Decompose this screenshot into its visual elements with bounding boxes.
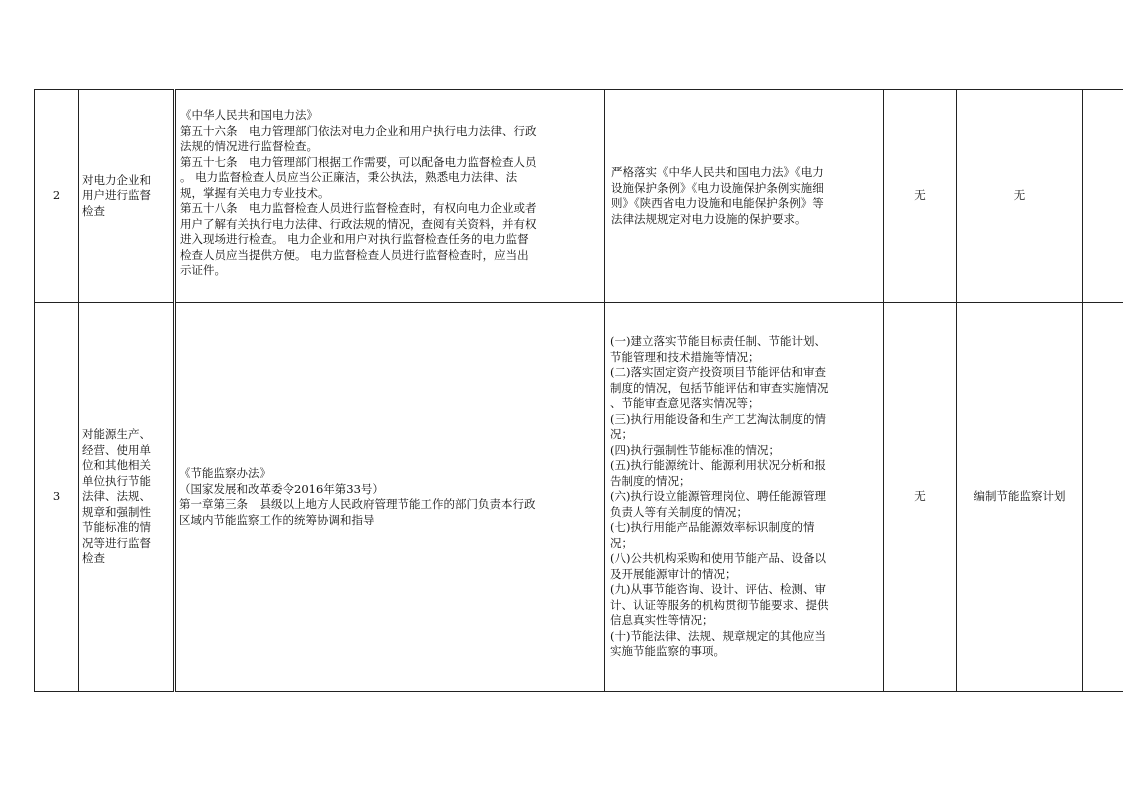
basis-line: 《中华人民共和国电力法》 bbox=[180, 108, 318, 122]
basis-line: 第一章第三条 县级以上地方人民政府管理节能工作的部门负责本行政 bbox=[179, 497, 536, 511]
measure-line: 况； bbox=[610, 427, 633, 442]
basis-line: 第五十六条 电力管理部门依法对电力企业和用户执行电力法律、行政 bbox=[180, 123, 537, 138]
basis-line: 第五十七条 电力管理部门根据工作需要，可以配备电力监督检查人员 bbox=[180, 154, 537, 169]
basis-line: 。 电力监督检查人员应当公正廉洁，秉公执法，熟悉电力法律、法 bbox=[180, 170, 518, 184]
item-line: 检查 bbox=[82, 551, 105, 566]
measure-line: (九)从事节能咨询、设计、评估、检测、审 bbox=[610, 582, 826, 597]
basis-line: 检查人员应当提供方便。 电力监督检查人员进行监督检查时，应当出 bbox=[180, 247, 529, 262]
item-line: 规章和强制性 bbox=[82, 504, 151, 519]
basis-line: 区域内节能监察工作的统筹协调和指导 bbox=[179, 512, 375, 527]
item-line: 用户进行监督 bbox=[82, 188, 151, 203]
legal-basis-cell bbox=[175, 90, 605, 303]
measure-cell bbox=[605, 90, 884, 303]
basis-line: 规，掌握有关电力专业技术。 bbox=[180, 185, 330, 200]
measure-line: (七)执行用能产品能源效率标识制度的情 bbox=[610, 520, 815, 535]
basis-line: （国家发展和改革委令2016年第33号） bbox=[179, 481, 384, 496]
measure-line: 则》《陕西省电力设施和电能保护条例》等 bbox=[611, 196, 824, 210]
column-a-cell: 无 bbox=[884, 303, 957, 692]
row-number: 3 bbox=[35, 303, 79, 692]
measure-line: 、节能审查意见落实情况等； bbox=[610, 396, 760, 411]
legal-basis-cell bbox=[175, 303, 605, 692]
item-line: 法律、法规、 bbox=[82, 489, 151, 504]
table-row bbox=[35, 303, 1123, 692]
measure-line: (五)执行能源统计、能源利用状况分析和报 bbox=[610, 458, 826, 473]
measure-line: 设施保护条例》《电力设施保护条例实施细 bbox=[611, 180, 824, 195]
basis-line: 用户了解有关执行电力法律、行政法规的情况，查阅有关资料，并有权 bbox=[180, 216, 537, 231]
measure-line: (二)落实固定资产投资项目节能评估和审查 bbox=[610, 365, 826, 380]
item-line: 对电力企业和 bbox=[82, 172, 151, 187]
measure-line: 严格落实《中华人民共和国电力法》《电力 bbox=[611, 165, 824, 179]
item-name-cell bbox=[79, 303, 175, 692]
measure-line: 节能管理和技术措施等情况； bbox=[610, 349, 760, 364]
measure-line: 告制度的情况； bbox=[610, 473, 691, 488]
item-line: 对能源生产、 bbox=[82, 427, 151, 442]
column-c-cell bbox=[1083, 90, 1123, 303]
column-b-cell: 编制节能监察计划 bbox=[957, 303, 1083, 692]
item-line: 位和其他相关 bbox=[82, 458, 151, 473]
basis-line: 示证件。 bbox=[180, 263, 226, 277]
basis-line: 第五十八条 电力监督检查人员进行监督检查时，有权向电力企业或者 bbox=[180, 201, 537, 215]
item-line: 单位执行节能 bbox=[82, 473, 151, 488]
measure-line: 制度的情况，包括节能评估和审查实施情况 bbox=[610, 380, 829, 395]
regulation-table bbox=[34, 89, 1123, 692]
basis-line: 进入现场进行检查。 电力企业和用户对执行监督检查任务的电力监督 bbox=[180, 232, 529, 246]
measure-line: (十)节能法律、法规、规章规定的其他应当 bbox=[610, 628, 826, 643]
measure-line: 法律法规规定对电力设施的保护要求。 bbox=[611, 211, 807, 226]
column-b-cell: 无 bbox=[957, 90, 1083, 303]
measure-line: 及开展能源审计的情况； bbox=[610, 566, 737, 581]
measure-line: (八)公共机构采购和使用节能产品、设备以 bbox=[610, 551, 826, 566]
measure-line: 计、认证等服务的机构贯彻节能要求、提供 bbox=[610, 597, 829, 612]
measure-line: 负责人等有关制度的情况； bbox=[610, 504, 748, 519]
measure-line: 实施节能监察的事项。 bbox=[610, 644, 725, 659]
basis-line: 《节能监察办法》 bbox=[179, 466, 271, 480]
measure-line: (三)执行用能设备和生产工艺淘汰制度的情 bbox=[610, 411, 826, 426]
item-line: 况等进行监督 bbox=[82, 535, 151, 550]
measure-cell bbox=[605, 303, 884, 692]
measure-line: (六)执行设立能源管理岗位、聘任能源管理 bbox=[610, 489, 826, 504]
column-a-cell: 无 bbox=[884, 90, 957, 303]
item-line: 节能标准的情 bbox=[82, 520, 151, 535]
table-row bbox=[35, 90, 1123, 303]
item-line: 检查 bbox=[82, 203, 105, 218]
basis-line: 法规的情况进行监督检查。 bbox=[180, 139, 318, 153]
item-line: 经营、使用单 bbox=[82, 442, 151, 457]
measure-line: 况； bbox=[610, 535, 633, 550]
measure-line: (四)执行强制性节能标准的情况； bbox=[610, 442, 780, 457]
measure-line: (一)建立落实节能目标责任制、节能计划、 bbox=[610, 334, 826, 349]
row-number: 2 bbox=[35, 90, 79, 303]
measure-line: 信息真实性等情况； bbox=[610, 613, 714, 628]
column-c-cell bbox=[1083, 303, 1123, 692]
item-name-cell bbox=[79, 90, 175, 303]
